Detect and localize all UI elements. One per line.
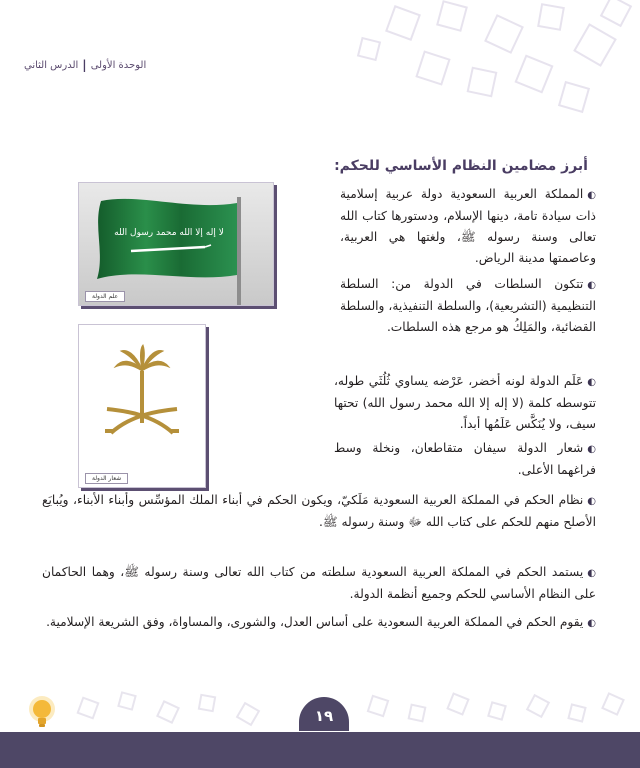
flag-image bbox=[79, 183, 273, 305]
paragraph-monarchy bbox=[42, 490, 596, 533]
paragraph-text: شعار الدولة سيفان متقاطعان، ونخلة وسط فراغهما الأعلى. bbox=[334, 441, 596, 477]
paragraph-text: يقوم الحكم في المملكة العربية السعودية على أساس العدل، والشورى، والمساواة، وفق الشريعة الإسلامية. bbox=[46, 615, 584, 629]
paragraph-state bbox=[340, 184, 596, 269]
lightbulb-icon bbox=[22, 691, 62, 731]
paragraph-text: المملكة العربية السعودية دولة عربية إسلامية ذات سيادة تامة، دينها الإسلام، ودستورها كتاب الله تعالى وسنة رسوله ﷺ، ولغتها هي العربية، وعاصمتها مدينة الرياض. bbox=[340, 187, 596, 265]
page-header bbox=[24, 58, 146, 72]
decorative-pattern-top bbox=[300, 0, 640, 130]
bullet-icon: ◐ bbox=[587, 618, 596, 629]
emblem-caption: شعار الدولة bbox=[85, 473, 128, 484]
bullet-icon: ◐ bbox=[587, 377, 596, 388]
unit-label: الوحدة الأولى bbox=[90, 59, 147, 71]
paragraph-authorities bbox=[340, 274, 596, 338]
paragraph-text: نظام الحكم في المملكة العربية السعودية مَلَكيّ، ويكون الحكم في أبناء الملك المؤسِّس وأبناء الأبناء، ويُبايَع الأصلح منهم للحكم على كتاب الله ﷻ وسنة رسوله ﷺ. bbox=[42, 493, 596, 529]
emblem-figure bbox=[78, 324, 206, 488]
bullet-icon: ◐ bbox=[587, 568, 596, 579]
paragraph-text: عَلَم الدولة لونه أخضر، عَرْضه يساوي ثُلُثَي طوله، تتوسطه كلمة (لا إله إلا الله محمد رسول الله) تحتها سيف، ولا يُنَكَّس عَلَمُها أبداً. bbox=[334, 374, 596, 431]
section-title: أبرز مضامين النظام الأساسي للحكم: bbox=[334, 158, 588, 174]
header-separator: | bbox=[82, 58, 87, 72]
flag-figure bbox=[78, 182, 274, 306]
flag-inscription: لا إله إلا الله محمد رسول الله bbox=[114, 228, 224, 238]
page-number: ١٩ bbox=[299, 697, 349, 731]
paragraph-text: تتكون السلطات في الدولة من: السلطة التنظيمية (التشريعية)، والسلطة التنفيذية، والسلطة القضائية، والمَلِكُ هو مرجع هذه السلطات. bbox=[340, 277, 596, 334]
footer-bar bbox=[0, 732, 640, 768]
paragraph-text: يستمد الحكم في المملكة العربية السعودية سلطته من كتاب الله تعالى وسنة رسوله ﷺ، وهما الحاكمان على النظام الأساسي للحكم وجميع أنظمة الدولة. bbox=[42, 565, 596, 601]
bullet-icon: ◐ bbox=[587, 190, 596, 201]
bullet-icon: ◐ bbox=[587, 280, 596, 291]
paragraph-emblem bbox=[334, 438, 596, 481]
paragraph-flag bbox=[334, 371, 596, 435]
flag-caption: علم الدولة bbox=[85, 291, 125, 302]
paragraph-authority-source bbox=[42, 562, 596, 605]
bullet-icon: ◐ bbox=[587, 496, 596, 507]
bullet-icon: ◐ bbox=[587, 444, 596, 455]
lesson-label: الدرس الثاني bbox=[24, 59, 79, 71]
paragraph-justice bbox=[42, 612, 596, 634]
emblem-image bbox=[79, 325, 205, 487]
